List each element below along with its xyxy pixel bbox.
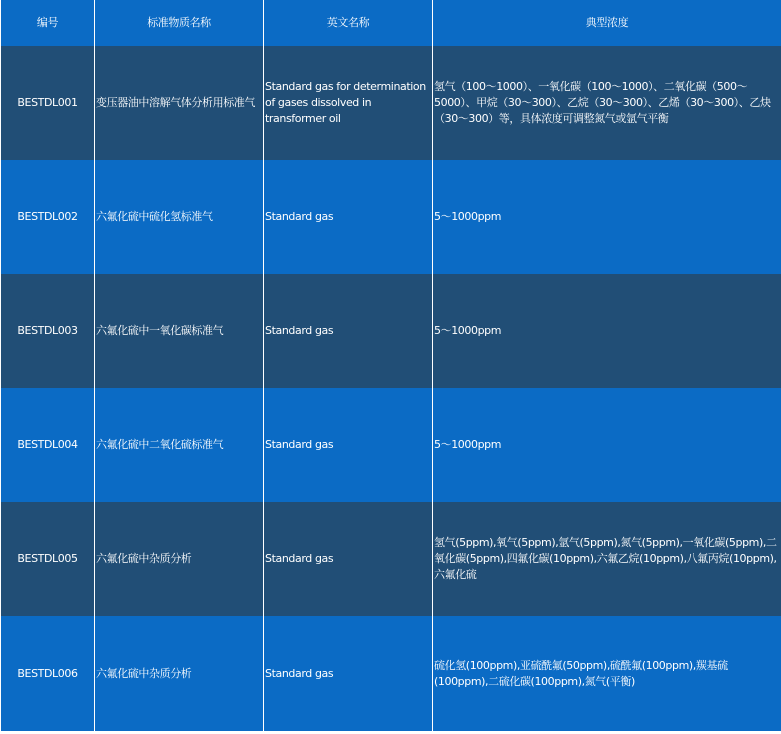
- cell-name-cn: 六氟化硫中杂质分析: [95, 502, 264, 616]
- header-row: [1, 0, 781, 46]
- header-name-en: 英文名称: [264, 0, 433, 46]
- cell-concentration: 5～1000ppm: [433, 388, 781, 502]
- table-header: [1, 0, 781, 46]
- cell-concentration: 氢气(5ppm),氧气(5ppm),氩气(5ppm),氮气(5ppm),一氧化碳(5ppm),二氧化碳(5ppm),四氟化碳(10ppm),六氟乙烷(10ppm),八氟丙烷(10ppm),六氟化硫: [433, 502, 781, 616]
- cell-concentration: 硫化氢(100ppm),亚硫酰氟(50ppm),硫酰氟(100ppm),羰基硫(100ppm),二硫化碳(100ppm),氮气(平衡): [433, 616, 781, 731]
- table-body: [1, 46, 781, 731]
- table-row: [1, 274, 781, 388]
- cell-name-en: Standard gas: [264, 388, 433, 502]
- cell-name-en: Standard gas: [264, 160, 433, 274]
- cell-code: BESTDL003: [1, 274, 95, 388]
- cell-name-en: Standard gas: [264, 502, 433, 616]
- cell-code: BESTDL004: [1, 388, 95, 502]
- cell-code: BESTDL006: [1, 616, 95, 731]
- table-row: [1, 160, 781, 274]
- cell-name-en: Standard gas: [264, 274, 433, 388]
- table-row: [1, 388, 781, 502]
- cell-concentration: 5～1000ppm: [433, 274, 781, 388]
- cell-code: BESTDL001: [1, 46, 95, 160]
- cell-name-cn: 变压器油中溶解气体分析用标准气: [95, 46, 264, 160]
- header-name-cn: 标准物质名称: [95, 0, 264, 46]
- cell-code: BESTDL005: [1, 502, 95, 616]
- table-row: [1, 502, 781, 616]
- cell-code: BESTDL002: [1, 160, 95, 274]
- cell-name-cn: 六氟化硫中硫化氢标准气: [95, 160, 264, 274]
- cell-name-en: Standard gas: [264, 616, 433, 731]
- table-row: [1, 46, 781, 160]
- cell-concentration: 5～1000ppm: [433, 160, 781, 274]
- cell-name-cn: 六氟化硫中杂质分析: [95, 616, 264, 731]
- cell-name-cn: 六氟化硫中一氧化碳标准气: [95, 274, 264, 388]
- cell-name-en: Standard gas for determination of gases dissolved in transformer oil: [264, 46, 433, 160]
- table-row: [1, 616, 781, 731]
- cell-name-cn: 六氟化硫中二氧化硫标准气: [95, 388, 264, 502]
- cell-concentration: 氢气（100～1000）、一氧化碳（100～1000）、二氧化碳（500～5000）、甲烷（30～300）、乙烷（30～300）、乙烯（30～300）、乙炔（30～300）等，具体浓度可调整氮气或氩气平衡: [433, 46, 781, 160]
- header-concentration: 典型浓度: [433, 0, 781, 46]
- header-code: 编号: [1, 0, 95, 46]
